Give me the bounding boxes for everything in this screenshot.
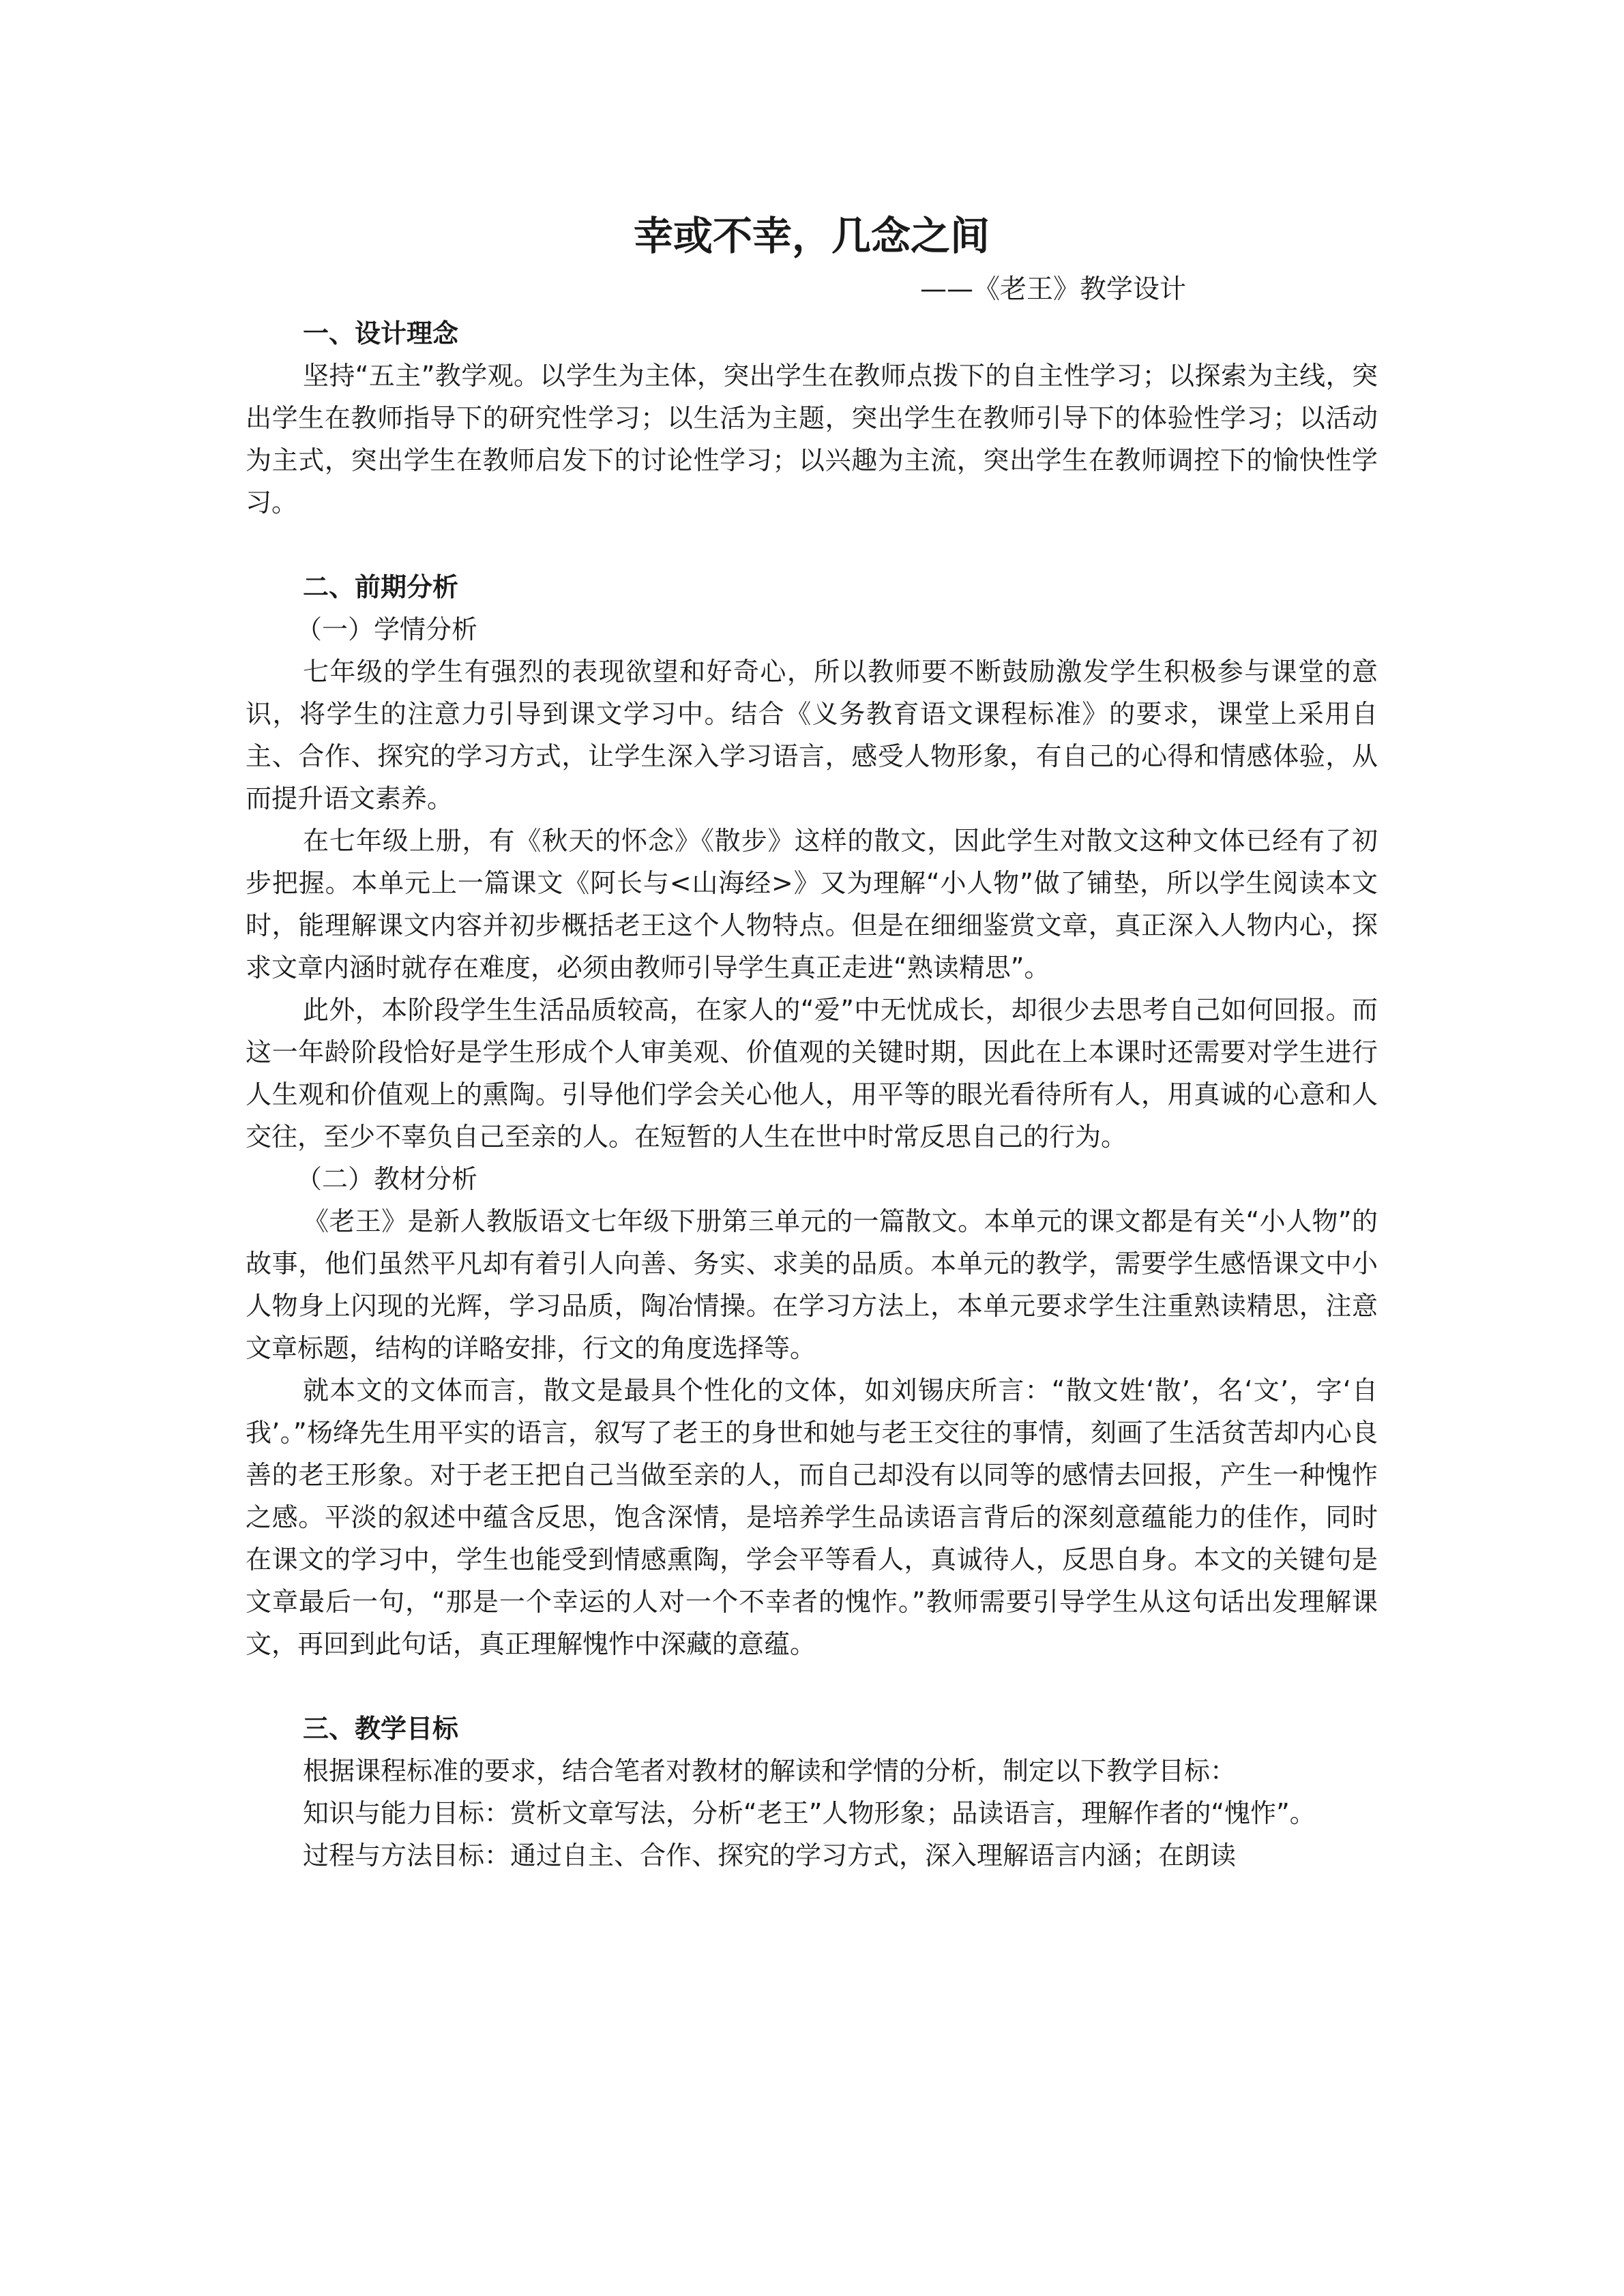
paragraph: 过程与方法目标：通过自主、合作、探究的学习方式，深入理解语言内涵；在朗读	[303, 1840, 1237, 1870]
document-body	[246, 203, 1378, 1877]
paragraph: 坚持“五主”教学观。以学生为主体，突出学生在教师点拨下的自主性学习；以探索为主线，突出学生在教师指导下的研究性学习；以生活为主题，突出学生在教师引导下的体验性学习；以活动为主式，突出学生在教师启发下的讨论性学习；以兴趣为主流，突出学生在教师调控下的愉快性学习。	[246, 361, 1378, 518]
section-heading-teaching-objectives: 三、教学目标	[303, 1714, 459, 1744]
spacer	[246, 524, 1378, 566]
paragraph: 根据课程标准的要求，结合笔者对教材的解读和学情的分析，制定以下教学目标：	[303, 1756, 1237, 1786]
section-heading-design-concept: 一、设计理念	[303, 318, 459, 348]
paragraph: 七年级的学生有强烈的表现欲望和好奇心，所以教师要不断鼓励激发学生积极参与课堂的意识，将学生的注意力引导到课文学习中。结合《义务教育语文课程标准》的要求，课堂上采用自主、合作、探究的学习方式，让学生深入学习语言，感受人物形象，有自己的心得和情感体验，从而提升语文素养。	[246, 657, 1378, 814]
section-heading-preliminary-analysis: 二、前期分析	[303, 572, 459, 602]
document-title: 幸或不幸，几念之间	[633, 213, 990, 259]
subsection-heading-student-analysis: （一）学情分析	[296, 614, 478, 644]
paragraph: 《老王》是新人教版语文七年级下册第三单元的一篇散文。本单元的课文都是有关“小人物”的故事，他们虽然平凡却有着引人向善、务实、求美的品质。本单元的教学，需要学生感悟课文中小人物身上闪现的光辉，学习品质，陶冶情操。在学习方法上，本单元要求学生注重熟读精思，注意文章标题，结构的详略安排，行文的角度选择等。	[246, 1206, 1378, 1363]
subsection-heading-textbook-analysis: （二）教材分析	[296, 1164, 478, 1194]
paragraph: 就本文的文体而言，散文是最具个性化的文体，如刘锡庆所言：“散文姓‘散’，名‘文’，字‘自我’。”杨绛先生用平实的语言，叙写了老王的身世和她与老王交往的事情，刻画了生活贫苦却内心良善的老王形象。对于老王把自己当做至亲的人，而自己却没有以同等的感情去回报，产生一种愧怍之感。平淡的叙述中蕴含反思，饱含深情，是培养学生品读语言背后的深刻意蕴能力的佳作，同时在课文的学习中，学生也能受到情感熏陶，学会平等看人，真诚待人，反思自身。本文的关键句是文章最后一句，“那是一个幸运的人对一个不幸者的愧怍。”教师需要引导学生从这句话出发理解课文，再回到此句话，真正理解愧怍中深藏的意蕴。	[246, 1375, 1378, 1659]
paragraph: 在七年级上册，有《秋天的怀念》《散步》这样的散文，因此学生对散文这种文体已经有了初步把握。本单元上一篇课文《阿长与<山海经>》又为理解“小人物”做了铺垫，所以学生阅读本文时，能理解课文内容并初步概括老王这个人物特点。但是在细细鉴赏文章，真正深入人物内心，探求文章内涵时就存在难度，必须由教师引导学生真正走进“熟读精思”。	[246, 826, 1378, 983]
paragraph: 知识与能力目标：赏析文章写法，分析“老王”人物形象；品读语言，理解作者的“愧怍”。	[303, 1798, 1316, 1828]
spacer	[246, 1665, 1378, 1708]
paragraph: 此外，本阶段学生生活品质较高，在家人的“爱”中无忧成长，却很少去思考自己如何回报。而这一年龄阶段恰好是学生形成个人审美观、价值观的关键时期，因此在上本课时还需要对学生进行人生观和价值观上的熏陶。引导他们学会关心他人，用平等的眼光看待所有人，用真诚的心意和人交往，至少不辜负自己至亲的人。在短暂的人生在世中时常反思自己的行为。	[246, 995, 1378, 1152]
document-subtitle: ——《老王》教学设计	[919, 274, 1186, 305]
